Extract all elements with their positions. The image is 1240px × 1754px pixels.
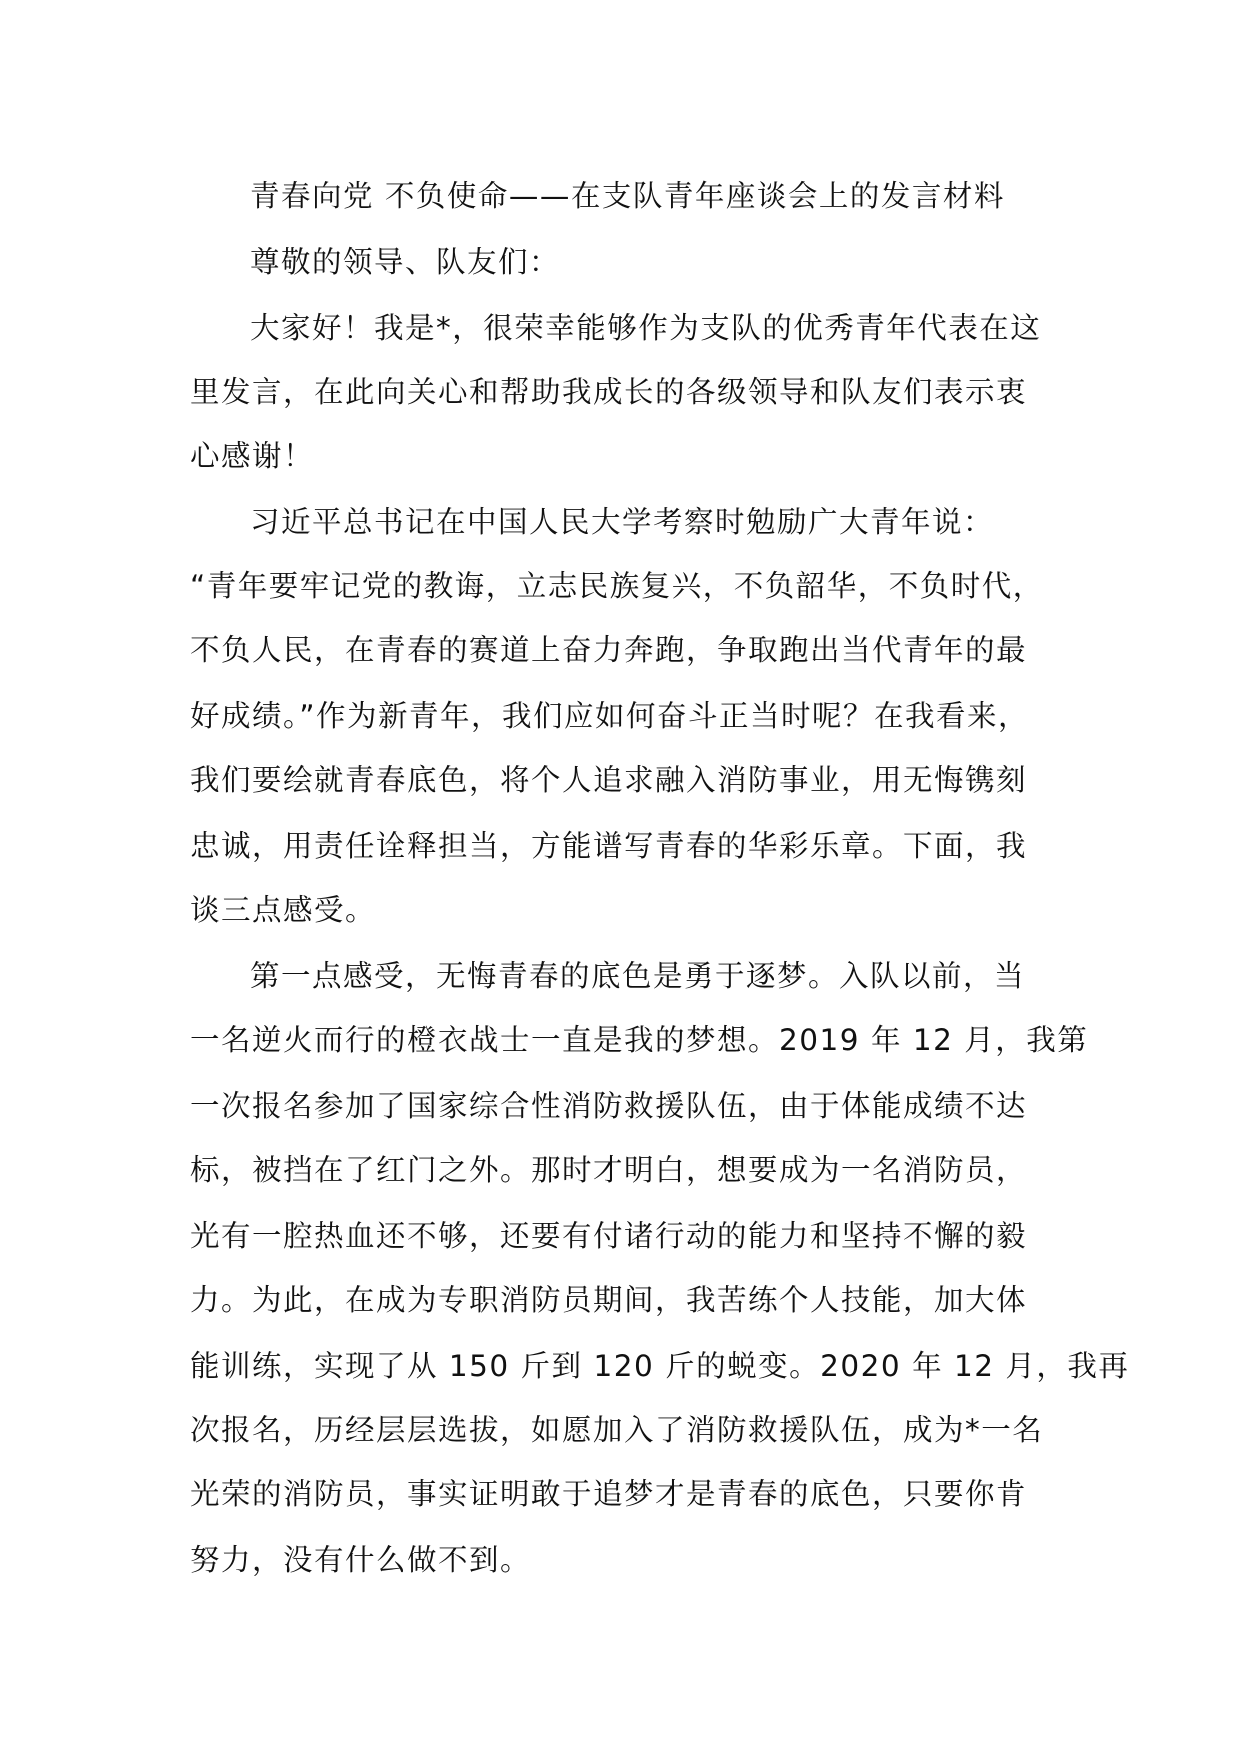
body-line: 一名逆火而行的橙衣战士一直是我的梦想。2019 年 12 月，我第 bbox=[190, 1023, 1089, 1057]
body-line: “青年要牢记党的教诲，立志民族复兴，不负韶华，不负时代， bbox=[190, 569, 1044, 603]
body-line: 光荣的消防员，事实证明敢于追梦才是青春的底色，只要你肯 bbox=[190, 1477, 1028, 1511]
document-title: 青春向党 不负使命——在支队青年座谈会上的发言材料 bbox=[250, 179, 1005, 213]
body-line: 好成绩。”作为新青年，我们应如何奋斗正当时呢？在我看来， bbox=[190, 699, 1030, 733]
body-line: 心感谢！ bbox=[190, 439, 315, 473]
body-line: 里发言，在此向关心和帮助我成长的各级领导和队友们表示衷 bbox=[190, 375, 1028, 409]
body-line: 能训练，实现了从 150 斤到 120 斤的蜕变。2020 年 12 月，我再 bbox=[190, 1349, 1130, 1383]
salutation: 尊敬的领导、队友们： bbox=[250, 245, 561, 279]
body-line: 光有一腔热血还不够，还要有付诸行动的能力和坚持不懈的毅 bbox=[190, 1219, 1028, 1253]
body-line: 我们要绘就青春底色，将个人追求融入消防事业，用无悔镌刻 bbox=[190, 763, 1028, 797]
body-line: 第一点感受，无悔青春的底色是勇于逐梦。入队以前，当 bbox=[250, 959, 1026, 993]
body-line: 不负人民，在青春的赛道上奋力奔跑，争取跑出当代青年的最 bbox=[190, 633, 1028, 667]
body-line: 谈三点感受。 bbox=[190, 893, 377, 927]
body-line: 次报名，历经层层选拔，如愿加入了消防救援队伍，成为*一名 bbox=[190, 1413, 1044, 1447]
body-line: 努力，没有什么做不到。 bbox=[190, 1543, 532, 1577]
body-line: 一次报名参加了国家综合性消防救援队伍，由于体能成绩不达 bbox=[190, 1089, 1028, 1123]
body-line: 力。为此，在成为专职消防员期间，我苦练个人技能，加大体 bbox=[190, 1283, 1028, 1317]
body-line: 习近平总书记在中国人民大学考察时勉励广大青年说： bbox=[250, 505, 995, 539]
body-line: 忠诚，用责任诠释担当，方能谱写青春的华彩乐章。下面，我 bbox=[190, 829, 1028, 863]
body-line: 标，被挡在了红门之外。那时才明白，想要成为一名消防员， bbox=[190, 1153, 1028, 1187]
body-line: 大家好！我是*，很荣幸能够作为支队的优秀青年代表在这 bbox=[250, 311, 1042, 345]
